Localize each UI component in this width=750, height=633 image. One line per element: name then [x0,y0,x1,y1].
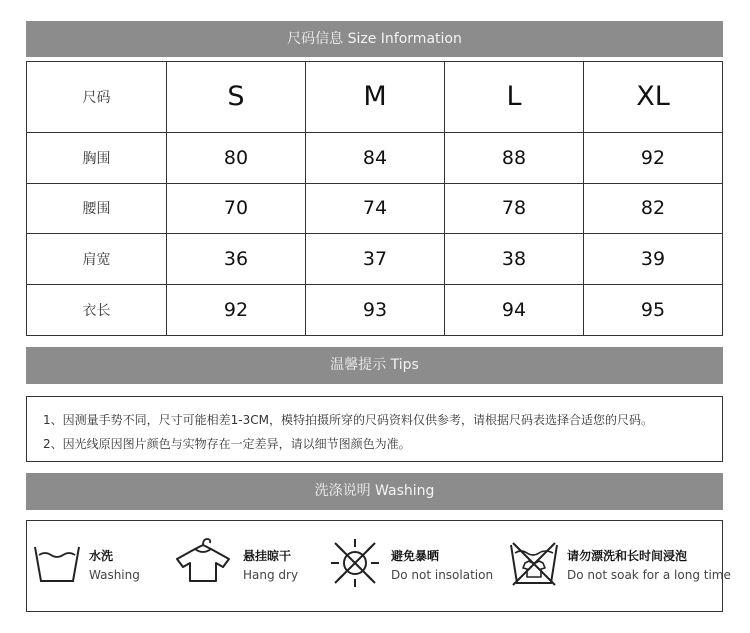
wash-item-cn: 悬挂晾干 [243,549,292,563]
table-cell: 70 [167,183,306,234]
tip-1: 1、因测量手势不同，尺寸可能相差1-3CM，模特拍摄所穿的尺码资料仅供参考，请根据尺码表选择合适您的尺码。 [43,413,653,427]
wash-item-en: Hang dry [243,568,299,582]
tips-box [26,396,723,462]
table-cell: 37 [306,234,445,285]
wash-item-hang-dry [173,521,323,611]
table-cell: 95 [584,285,723,336]
wash-item-en: Do not soak for a long time [567,568,731,582]
table-cell: 93 [306,285,445,336]
table-cell: 39 [584,234,723,285]
wash-item-cn: 请勿漂洗和长时间浸泡 [567,549,688,563]
wash-item-en: Do not insolation [391,568,494,582]
no-soak-icon [509,539,559,587]
table-row [27,132,723,183]
table-cell: 82 [584,183,723,234]
table-cell: 36 [167,234,306,285]
size-xl: XL [584,62,723,133]
table-cell: 80 [167,132,306,183]
washing-header: 洗涤说明 Washing [26,473,723,510]
wash-tub-icon [33,539,81,585]
size-info-header: 尺码信息 Size Information [26,21,723,57]
row-label-chest: 胸围 [27,132,167,183]
table-cell: 74 [306,183,445,234]
table-row [27,234,723,285]
table-cell: 92 [167,285,306,336]
tips-header: 温馨提示 Tips [26,347,723,384]
table-row [27,183,723,234]
wash-item-no-sun [329,521,509,611]
table-cell: 38 [445,234,584,285]
table-row [27,285,723,336]
size-s: S [167,62,306,133]
hanging-shirt-icon [173,535,233,585]
sun-crossed-icon [329,537,381,589]
size-l: L [445,62,584,133]
wash-item-en: Washing [89,568,140,582]
table-cell: 88 [445,132,584,183]
row-label-length: 衣长 [27,285,167,336]
row-label-waist: 腰围 [27,183,167,234]
wash-item-cn: 水洗 [89,549,114,563]
size-m: M [306,62,445,133]
wash-item-washing [33,521,183,611]
size-table [26,61,723,336]
table-cell: 78 [445,183,584,234]
table-cell: 84 [306,132,445,183]
row-label-shoulder: 肩宽 [27,234,167,285]
table-cell: 92 [584,132,723,183]
size-label-header: 尺码 [27,62,167,133]
wash-item-no-soak [509,521,731,611]
washing-box [26,520,731,612]
tip-2: 2、因光线原因图片颜色与实物存在一定差异，请以细节图颜色为准。 [43,437,411,451]
wash-item-cn: 避免暴晒 [391,549,440,563]
size-table-header-row [27,62,723,133]
table-cell: 94 [445,285,584,336]
